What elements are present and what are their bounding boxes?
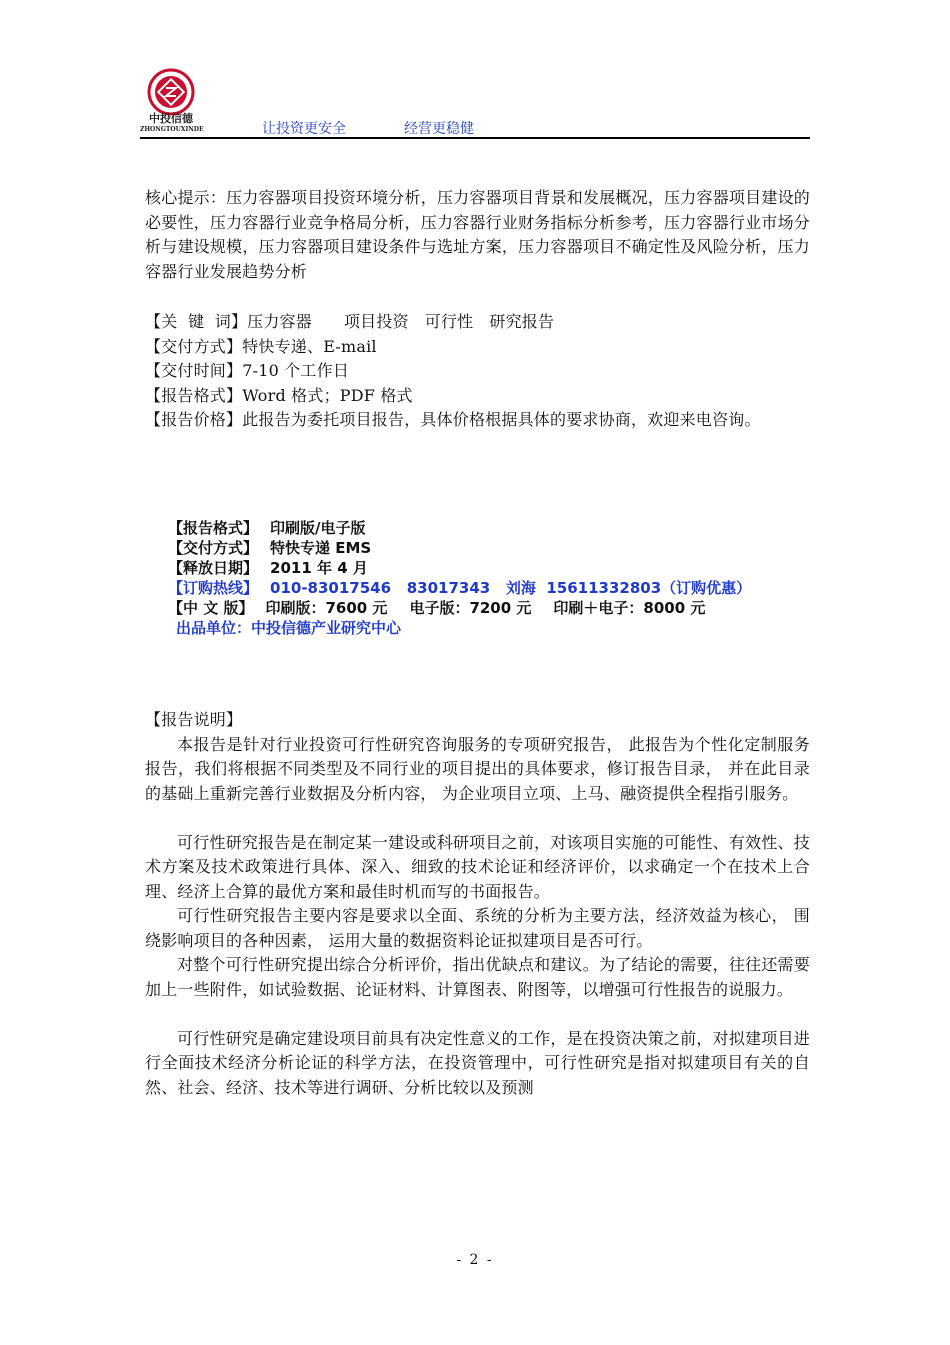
description-paragraph: 对整个可行性研究提出综合分析评价，指出优缺点和建议。为了结论的需要，往往还需要加上一些附件，如试验数据、论证材料、计算图表、附图等，以增强可行性报告的说服力。 bbox=[145, 955, 810, 999]
slogan-left: 让投资更安全 bbox=[262, 121, 346, 137]
description-paragraph: 可行性研究报告主要内容是要求以全面、系统的分析为主要方法，经济效益为核心， 围绕影响项目的各种因素， 运用大量的数据资料论证拟建项目是否可行。 bbox=[145, 906, 810, 950]
summary-text: 核心提示：压力容器项目投资环境分析，压力容器项目背景和发展概况，压力容器项目建设的必要性，压力容器行业竞争格局分析，压力容器行业财务指标分析参考，压力容器行业市场分析与建设规模，压力容器项目建设条件与选址方案，压力容器项目不确定性及风险分析，压力容器行业发展趋势分析 bbox=[145, 188, 810, 281]
svg-text:中投信德: 中投信德 bbox=[149, 112, 193, 125]
company-logo bbox=[140, 66, 202, 132]
paragraph-spacer bbox=[145, 1002, 810, 1027]
info-delivery-row bbox=[168, 538, 751, 558]
info-delivery-label: 【交付方式】 bbox=[168, 539, 259, 557]
slogan-right: 经营更稳健 bbox=[404, 121, 474, 137]
info-publisher-row bbox=[168, 618, 751, 638]
price-row bbox=[145, 408, 810, 433]
time-value: 7-10 个工作日 bbox=[242, 361, 350, 380]
core-summary bbox=[145, 186, 810, 284]
time-label: 【交付时间】 bbox=[145, 361, 243, 380]
time-row bbox=[145, 359, 810, 384]
keyword: 项目投资 bbox=[343, 312, 409, 331]
info-hotline-row bbox=[168, 578, 751, 598]
info-combo-price: 印刷＋电子：8000 元 bbox=[553, 599, 706, 617]
description-paragraph: 本报告是针对行业投资可行性研究咨询服务的专项研究报告， 此报告为个性化定制服务报告，我们将根据不同类型及不同行业的项目提出的具体要求，修订报告目录， 并在此目录的基础上重新完善行业数据及分析内容， 为企业项目立项、上马、融资提供全程指引服务。 bbox=[145, 734, 810, 803]
price-label: 【报告价格】 bbox=[145, 410, 243, 429]
description-heading: 【报告说明】 bbox=[145, 710, 243, 729]
header-divider bbox=[140, 137, 810, 139]
info-edition-row bbox=[168, 598, 751, 618]
keyword: 可行性 bbox=[424, 312, 474, 331]
keyword: 压力容器 bbox=[247, 312, 312, 331]
info-publisher: 出品单位：中投信德产业研究中心 bbox=[176, 619, 402, 637]
description-paragraph: 可行性研究是确定建设项目前具有决定性意义的工作，是在投资决策之前，对拟建项目进行全面技术经济分析论证的科学方法，在投资管理中，可行性研究是指对拟建项目有关的自然、社会、经济、技术等进行调研、分析比较以及预测 bbox=[145, 1028, 810, 1097]
format-row bbox=[145, 384, 810, 409]
delivery-value: 特快专递、E-mail bbox=[242, 336, 377, 356]
info-format-row bbox=[168, 518, 751, 538]
delivery-row bbox=[145, 335, 810, 360]
format-label: 【报告格式】 bbox=[145, 385, 243, 405]
info-print-price: 印刷版：7600 元 bbox=[265, 599, 388, 617]
info-digital-price: 电子版：7200 元 bbox=[409, 599, 532, 617]
keywords-row bbox=[145, 310, 810, 335]
report-meta bbox=[145, 310, 810, 433]
paragraph-spacer bbox=[145, 806, 810, 831]
info-release-label: 【释放日期】 bbox=[168, 559, 259, 577]
info-edition-label: 【中 文 版】 bbox=[168, 599, 254, 617]
description-paragraph: 可行性研究报告是在制定某一建设或科研项目之前，对该项目实施的可能性、有效性、技术方案及技术政策进行具体、深入、细致的技术论证和经济评价，以求确定一个在技术上合理、经济上合算的最优方案和最佳时机而写的书面报告。 bbox=[145, 832, 810, 901]
order-info-box bbox=[168, 518, 751, 638]
info-release-row bbox=[168, 558, 751, 578]
format-value: Word 格式；PDF 格式 bbox=[242, 385, 413, 405]
keywords-label: 【关 键 词】 bbox=[145, 312, 248, 331]
info-release-value: 2011 年 4 月 bbox=[270, 559, 368, 577]
info-hotline-value: 010-83017546 83017343 刘海 15611332803（订购优惠） bbox=[270, 579, 752, 597]
price-value: 此报告为委托项目报告，具体价格根据具体的要求协商，欢迎来电咨询。 bbox=[242, 410, 761, 429]
info-format-label: 【报告格式】 bbox=[168, 519, 259, 537]
page-number: - 2 - bbox=[456, 1252, 494, 1268]
report-description bbox=[145, 708, 810, 1100]
info-delivery-value: 特快专递 EMS bbox=[270, 539, 372, 557]
logo-text: ZHONGTOUXINDE bbox=[140, 126, 204, 133]
info-format-value: 印刷版/电子版 bbox=[270, 519, 366, 537]
delivery-label: 【交付方式】 bbox=[145, 336, 243, 356]
info-hotline-label: 【订购热线】 bbox=[168, 579, 259, 597]
keyword: 研究报告 bbox=[489, 312, 555, 331]
